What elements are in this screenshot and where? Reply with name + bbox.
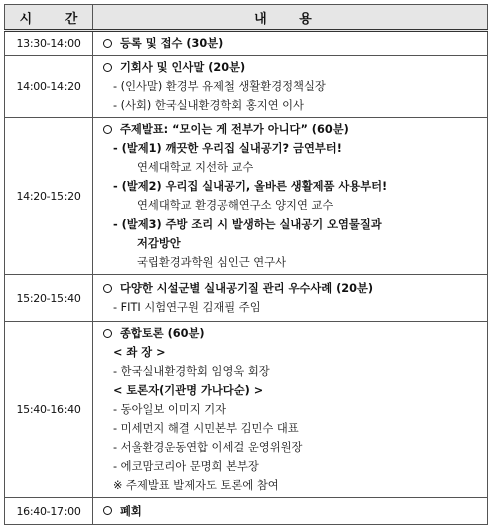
item-title: 기회사 및 인사말 (20분) (120, 61, 246, 74)
subheading: < 좌 장 > (113, 346, 166, 359)
time-cell: 14:20-15:20 (5, 118, 93, 275)
schedule-table (4, 4, 488, 525)
item-line: - (사회) 한국실내환경학회 홍지연 이사 (113, 99, 304, 112)
item-line: - 동아일보 이미지 기자 (113, 403, 227, 416)
presenter: 연세대학교 지선하 교수 (137, 161, 254, 174)
content-cell (93, 118, 488, 275)
time-cell: 13:30-14:00 (5, 31, 93, 56)
content-cell (93, 275, 488, 322)
circle-bullet-icon (103, 39, 112, 48)
content-cell (93, 322, 488, 498)
note-line: ※ 주제발표 발제자도 토론에 참여 (113, 479, 279, 492)
item-title: 폐회 (120, 504, 142, 518)
header-time: 시 간 (5, 5, 93, 31)
item-line: - 에코맘코리아 문명희 본부장 (113, 460, 259, 473)
time-cell: 15:20-15:40 (5, 275, 93, 322)
circle-bullet-icon (103, 63, 112, 72)
table-row (5, 118, 488, 275)
content-cell (93, 56, 488, 118)
item-line: - 미세먼지 해결 시민본부 김민수 대표 (113, 422, 299, 435)
item-line: - (인사말) 환경부 유제철 생활환경정책실장 (113, 80, 326, 93)
table-row (5, 498, 488, 525)
presentation-title: - (발제1) 깨끗한 우리집 실내공기? 금연부터! (113, 142, 342, 155)
presenter: 국립환경과학원 심인근 연구사 (137, 256, 287, 269)
time-cell: 16:40-17:00 (5, 498, 93, 525)
presentation-title: - (발제2) 우리집 실내공기, 올바른 생활제품 사용부터! (113, 180, 388, 193)
presenter: 연세대학교 환경공해연구소 양지연 교수 (137, 199, 334, 212)
circle-bullet-icon (103, 329, 112, 338)
circle-bullet-icon (103, 506, 112, 515)
program-schedule (4, 4, 487, 525)
presentation-title: - (발제3) 주방 조리 시 발생하는 실내공기 오염물질과 (113, 218, 382, 231)
circle-bullet-icon (103, 284, 112, 293)
item-title: 주제발표: “모이는 게 전부가 아니다” (60분) (120, 123, 349, 136)
item-line: - 서울환경운동연합 이세걸 운영위원장 (113, 441, 303, 454)
item-line: - FITI 시험연구원 김재필 주임 (113, 301, 261, 314)
presentation-title-cont: 저감방안 (137, 237, 181, 250)
item-line: - 한국실내환경학회 임영욱 회장 (113, 365, 270, 378)
item-title: 등록 및 접수 (30분) (120, 37, 224, 50)
header-content: 내 용 (93, 5, 488, 31)
item-title: 다양한 시설군별 실내공기질 관리 우수사례 (20분) (120, 282, 374, 295)
time-cell: 15:40-16:40 (5, 322, 93, 498)
subheading: < 토론자(기관명 가나다순) > (113, 384, 264, 397)
table-row (5, 56, 488, 118)
item-title: 종합토론 (60분) (120, 327, 205, 340)
time-cell: 14:00-14:20 (5, 56, 93, 118)
content-cell (93, 498, 488, 525)
table-row (5, 322, 488, 498)
content-cell (93, 31, 488, 56)
circle-bullet-icon (103, 125, 112, 134)
table-row (5, 31, 488, 56)
table-row (5, 275, 488, 322)
table-header-row (5, 5, 488, 31)
